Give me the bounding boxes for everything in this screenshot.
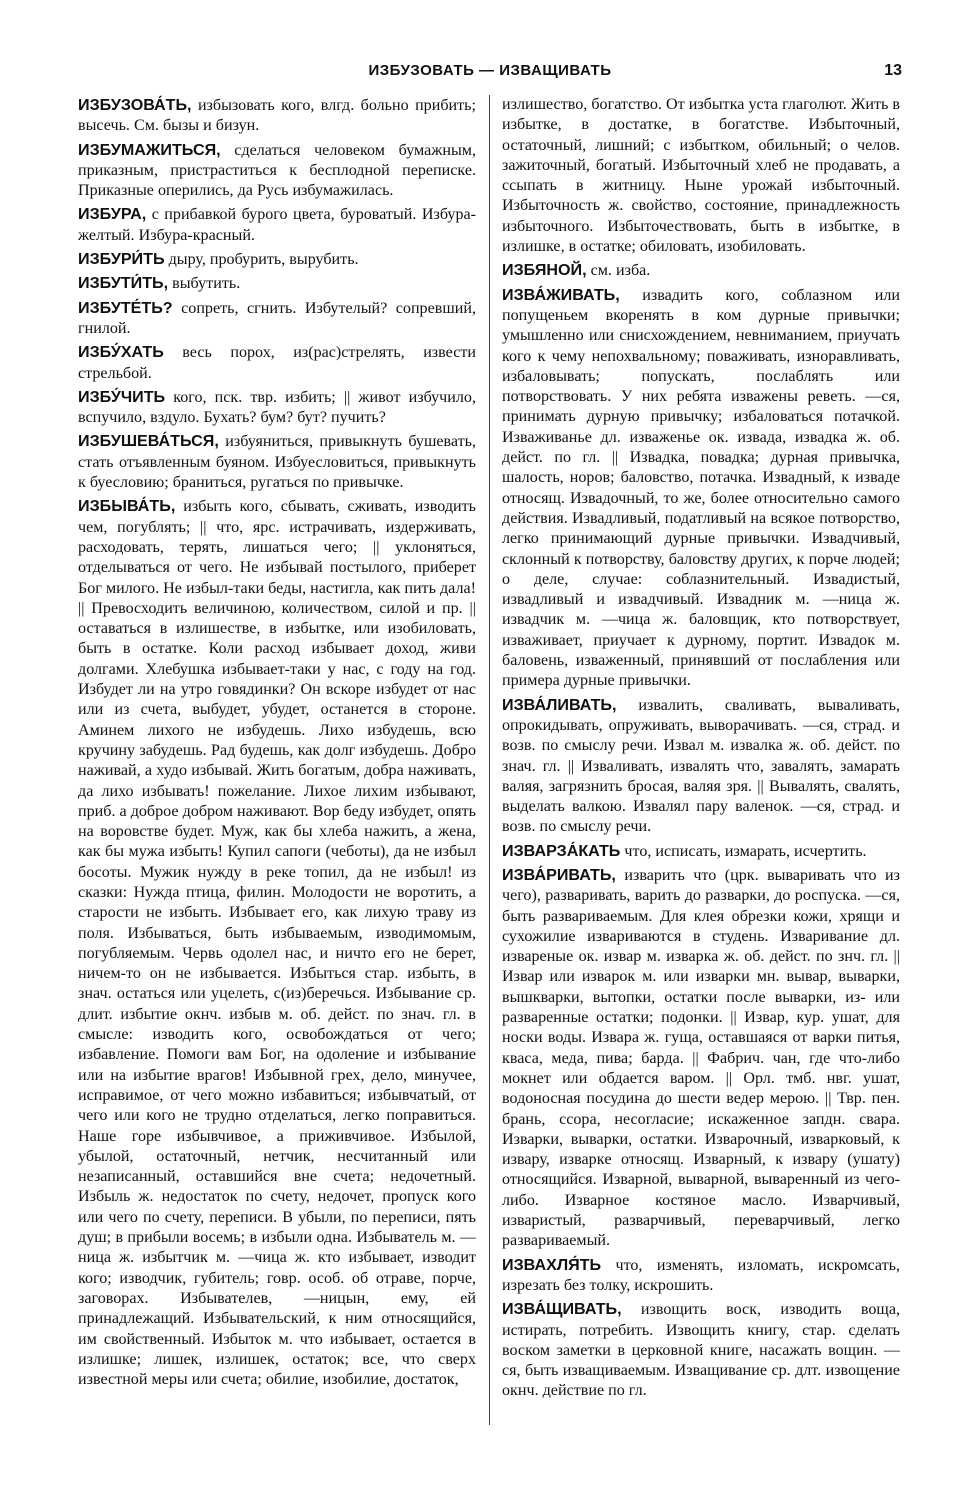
entry-definition: сопреть, сгнить. Избутелый? сопревший, гнилой. <box>78 299 476 337</box>
entry-headword: ИЗВА́РИВАТЬ, <box>502 865 616 884</box>
running-head-title: ИЗБУЗОВАТЬ — ИЗВАЩИВАТЬ <box>368 62 612 79</box>
dictionary-entry <box>78 249 476 270</box>
left-column <box>78 95 476 1393</box>
entry-headword: ИЗБУТИ́ТЬ, <box>78 274 169 293</box>
entry-headword: ИЗВАРЗА́КАТЬ <box>502 841 621 860</box>
entry-headword: ИЗБУ́ХАТЬ <box>78 343 164 362</box>
dictionary-entry <box>502 841 900 862</box>
entry-headword: ИЗВА́ЖИВАТЬ, <box>502 285 620 304</box>
dictionary-entry <box>502 260 900 281</box>
entry-definition: извощить воск, изводить воща, истирать, потребить. Извощить книгу, стар. сделать воском заметки в церковной книге, насажать вощин. —ся, быть изващиваемым. Изващивание ср. длт. извощение окнч. действие по гл. <box>502 1301 900 1400</box>
dictionary-entry <box>78 140 476 202</box>
dictionary-entry <box>78 496 476 1390</box>
dictionary-entry <box>502 95 900 257</box>
dictionary-entry <box>78 204 476 246</box>
entry-headword: ИЗБЫВА́ТЬ, <box>78 497 176 516</box>
right-column <box>502 95 900 1405</box>
dictionary-entry <box>78 95 476 137</box>
entry-headword: ИЗБУТЕ́ТЬ? <box>78 298 173 317</box>
entry-headword: ИЗБУРИ́ТЬ <box>78 250 165 269</box>
entry-headword: ИЗВА́ЛИВАТЬ, <box>502 695 617 714</box>
entry-definition: извалить, сваливать, вываливать, опрокидывать, опруживать, выворачивать. —ся, страд. и возв. по смыслу речи. Извал м. извалка ж. об. дейст. по знач. гл. || Изваливать, извалять что, завалять, замарать валяя, загрязнить бросая, валяя зря. || Вывалять, свалять, выделать валкою. Извалял пару валенок. —ся, страд. и возв. по смыслу речи. <box>502 696 901 836</box>
entry-definition: избызовать кого, влгд. больно прибить; высечь. См. бызы и бизун. <box>78 97 476 135</box>
entry-definition: кого, пск. твр. избить; || живот избучило, вспучило, вздуло. Бухать? бум? бут? пучить? <box>78 388 476 427</box>
column-divider <box>489 95 490 1425</box>
dictionary-entry <box>78 431 476 493</box>
dictionary-entry <box>78 273 476 294</box>
entry-definition: см. изба. <box>590 262 651 280</box>
dictionary-entry <box>502 865 900 1252</box>
dictionary-entry <box>502 695 900 838</box>
entry-headword: ИЗБЯНОЙ, <box>502 261 587 280</box>
dictionary-entry <box>78 387 476 429</box>
dictionary-entry <box>502 1255 900 1297</box>
entry-definition: весь порох, из(рас)стрелять, извести стрельбой. <box>78 344 476 382</box>
dictionary-entry <box>78 298 476 340</box>
running-head <box>78 62 902 84</box>
entry-headword: ИЗВАХЛЯ́ТЬ <box>502 1255 602 1274</box>
entry-headword: ИЗБУ́ЧИТЬ <box>78 387 166 406</box>
entry-definition: что, изменять, изломать, искромсать, изрезать без толку, искрошить. <box>502 1256 900 1294</box>
entry-definition: с прибавкой бурого цвета, буроватый. Избура-желтый. Избура-красный. <box>78 206 476 244</box>
entry-definition: излишество, богатство. От избытка уста глаголют. Жить в избытке, в достатке, в богатстве. Избыточный, остаточный, лишний; с избытком, обильный; о челов. зажиточный, богатый. Избыточный хлеб не продавать, а ссыпать в житницу. Ныне урожай избыточный. Избыточность ж. свойство, состояние, принадлежность избыточного. Избыточествовать, быть в избытке, в излишке, в остатке; обиловать, изобиловать. <box>502 96 900 256</box>
entry-definition: извадить кого, соблазном или попущеньем вкоренять в ком дурные привычки; умышленно или снисхождением, невниманием, приучать кого к чему непохвальному; поваживать, изнoравливать, избаловывать; попускать, послаблять или потворствовать. У них ребята изважены реветь. —ся, принимать дурную привычку; избаловаться потачкой. Изваживанье дл. изваженье ок. извада, извадка ж. об. дейст. по гл. || Извадка, повадка; дурная привычка, шалость, норов; баловство, потачка. Извадный, к изваде относящ. Извадочный, то же, более относительно самого действия. Извадливый, податливый на всякое потворство, легко принимающий дурные привычки. Извадчивый, склонный к потворству, баловству других, к порче людей; о деле, случае: соблазнительный. Извадистый, извадливый и извадчивый. Извадник м. —ница ж. извадчик м. —чица ж. баловщик, кто потворствует, изваживает, приучает к дурному, портит. Извадок м. баловень, изваженный, принявший от послабления или примера дурные привычки. <box>502 286 900 690</box>
entry-headword: ИЗБУЗОВА́ТЬ, <box>78 96 192 114</box>
dictionary-entry <box>502 285 900 692</box>
entry-headword: ИЗБУРА, <box>78 205 147 224</box>
entry-definition: изварить что (црк. вываривать что из чего), разваривать, варить до разварки, до роспуска. —ся, быть развариваемым. Для клея обрезки кожи, хрящи и сухожилие извариваются в студень. Изваривание дл. извареные ок. извар м. изварка ж. об. дейст. по знч. гл. || Извар или изварок м. или изварки мн. вывар, выварки, вышкварки, вытопки, остатки после выварки, из- или разваренные остатки; подонки. || Извар, кур. ушат, для носки воды. Извара ж. гуща, оставшаяся от варки питья, кваса, меда, пива; барда. || Фабрич. чан, где что-либо мокнет или обдается варом. || Орл. тмб. нвг. ушат, водоносная посудина до шести ведер мерою. || Твр. пен. брань, ссора, несогласие; искаженное запдн. свара. Изварки, выварки, остатки. Изварочный, изварковый, к извару, изваркe относящ. Изварный, к извару (ушату) относящийся. Изварной, выварной, вываренный из чего-либо. Изварное костяное масло. Изварчивый, изваристый, разварчивый, переварчивый, легко развариваемый. <box>502 866 900 1250</box>
entry-definition: что, исписать, измарать, исчертить. <box>624 842 867 860</box>
entry-definition: выбутить. <box>172 275 241 293</box>
entry-definition: дыру, пробурить, вырубить. <box>168 251 359 269</box>
entry-headword: ИЗБУШЕВА́ТЬСЯ, <box>78 432 219 451</box>
entry-definition: избыть кого, сбывать, сживать, изводить чем, погублять; || что, ярс. истрачивать, издерживать, расходовать, терять, лишаться чего; || уклоняться, отделываться от чего. Не избывай постылого, приберет Бог милого. Не избыл-таки беды, настигла, как пить дала! || Превосходить величиною, количеством, силой и пр. || оставаться в излишестве, в избытке, или изобиловать, быть в остатке. Коли расход избывает доход, живи долгами. Хлебушка избывает-таки у нас, с году на год. Избудет ли на утро говядинки? Он вскоре избудет от нас или из счета, выбудет, убудет, останется в стороне. Аминем лихого не избудешь. Лихо избудешь, всю кручину забудешь. Рад будешь, как долг избудешь. Добро наживай, а худо избывай. Жить богатым, добра наживать, да лихо избывать! пожелание. Лихое лихим избывают, приб. а доброе добром наживают. Вор беду избудет, опять на воровстве будет. Муж, как бы хлеба нажить, а жена, как бы мужа избыть! Купил сапоги (чеботы), да не избыл босоты. Мужик нужду в реке топил, да не избыл! из сказки: Нужда птица, филин. Молодости не воротить, а старости не избыть. Избывает его, как лихую траву из поля. Избываться, быть избываемым, изводимомым, погубляемым. Червь одолел нас, и ничто его не берет, ничем-то он не избывается. Избыться стар. избыть, в знач. остаться или уцелеть, с(из)беречься. Избывание ср. длит. избытие окнч. избыв м. об. дейст. по знач. гл. в смысле: изводить кого, освобождаться от чего; избавление. Помоги вам Бог, на одоление и избывание или на избытие врагов! Избывной грех, дело, минучее, исправимое, от чего можно избавиться; избывчатый, от чего или кого не трудно отделаться, легко поправиться. Наше горе избывчивое, а приживчивое. Избылой, убылой, остаточный, нетчик, несчитанный или незаписанный, оставшийся вне счета; недочетный. Избыль ж. недостаток по счету, недочет, пропуск кого или чего по счету, переписи. В убыли, по переписи, пять душ; в прибыли восемь; в избыли одна. Избыватель м. —ница ж. избытчик м. —чица ж. кто избывает, изводит кого; изводчик, губитель; говр. особ. об отраве, порче, заговорах. Избывателев, —ницын, ему, ей принадлежащий. Избывательский, к ним относящийся, им свойственный. Избыток м. что избывает, остается в излишке; лишек, излишек, остаток; все, что сверх известной меры или счета; обилие, изобилие, достаток, <box>78 498 476 1389</box>
dictionary-entry <box>78 342 476 384</box>
dictionary-entry <box>502 1299 900 1401</box>
entry-definition: избуяниться, привыкнуть бушевать, стать отъявленным буяном. Избуесловиться, привыкнуть к буесловию; браниться, ругаться по привычке. <box>78 433 476 492</box>
entry-headword: ИЗВА́ЩИВАТЬ, <box>502 1300 622 1319</box>
entry-headword: ИЗБУМАЖИТЬСЯ, <box>78 140 221 159</box>
page-number: 13 <box>884 62 902 79</box>
entry-definition: сделаться человеком бумажным, приказным, пристраститься к бесплодной переписке. Приказные оперились, да Русь избумажилась. <box>78 141 477 200</box>
